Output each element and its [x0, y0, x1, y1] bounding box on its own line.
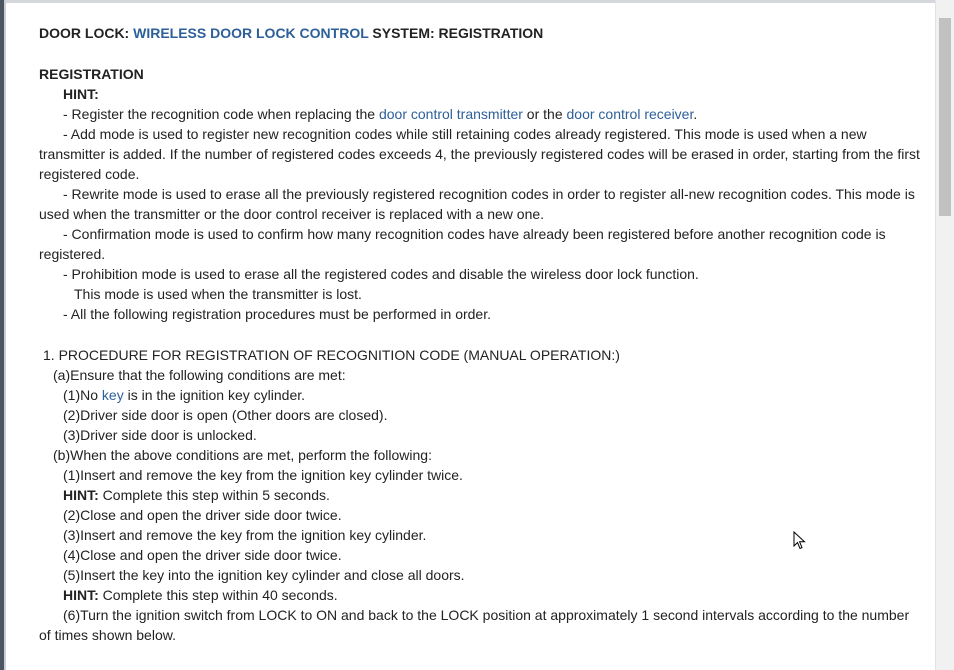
step-a: (a)Ensure that the following conditions are met:: [53, 367, 346, 383]
hint-item-5-cont: This mode is used when the transmitter is lost.: [74, 286, 362, 302]
step-b5: (5)Insert the key into the ignition key cylinder and close all doors.: [63, 567, 465, 583]
step-b4: (4)Close and open the driver side door twice.: [63, 547, 342, 563]
procedure-title: 1. PROCEDURE FOR REGISTRATION OF RECOGNITION CODE (MANUAL OPERATION:): [43, 347, 620, 363]
vertical-scrollbar[interactable]: [935, 0, 954, 670]
step-b1: (1)Insert and remove the key from the ignition key cylinder twice.: [63, 467, 463, 483]
mouse-cursor-icon: [793, 531, 807, 551]
window-left-border-inner: [4, 0, 6, 670]
door-control-transmitter-link[interactable]: door control transmitter: [378, 106, 523, 122]
step-b3: (3)Insert and remove the key from the ignition key cylinder.: [63, 527, 427, 543]
step-a1: (1)No key is in the ignition key cylinder.: [63, 387, 306, 403]
door-control-receiver-link[interactable]: door control receiver: [566, 106, 694, 122]
section-title: REGISTRATION: [39, 66, 144, 82]
document-body: [39, 22, 924, 645]
window-top-border: [6, 0, 936, 3]
hint-item-5: - Prohibition mode is used to erase all the registered codes and disable the wireless door lock function.: [63, 266, 699, 282]
title-suffix: SYSTEM: REGISTRATION: [368, 25, 544, 41]
hint-item-2: - Add mode is used to register new recognition codes while still retaining codes already registered. This mode is used when a new transmitter is added. If the number of registered codes exceeds 4, the previously registered codes will be erased in order, starting from the first registered code.: [39, 126, 920, 182]
hint-item-1: - Register the recognition code when replacing the door control transmitter or the door control receiver.: [63, 106, 698, 122]
hint-item-3: - Rewrite mode is used to erase all the previously registered recognition codes in order to register all-new recognition codes. This mode is used when the transmitter or the door control receiver is replaced with a new one.: [39, 186, 915, 222]
step-a2: (2)Driver side door is open (Other doors are closed).: [63, 407, 388, 423]
scrollbar-thumb[interactable]: [939, 18, 951, 216]
page-title: [39, 23, 924, 43]
step-b5-hint: HINT: Complete this step within 40 seconds.: [63, 587, 338, 603]
hint-label: HINT:: [63, 86, 99, 102]
step-b1-hint: HINT: Complete this step within 5 seconds.: [63, 487, 330, 503]
hint-item-6: - All the following registration procedures must be performed in order.: [63, 306, 491, 322]
step-b: (b)When the above conditions are met, perform the following:: [53, 447, 432, 463]
key-link[interactable]: key: [101, 387, 124, 403]
hint-item-4: - Confirmation mode is used to confirm how many recognition codes have already been registered before another recognition code is registered.: [39, 226, 886, 262]
title-prefix: DOOR LOCK:: [39, 25, 134, 41]
system-link[interactable]: WIRELESS DOOR LOCK CONTROL: [133, 25, 369, 41]
step-a3: (3)Driver side door is unlocked.: [63, 427, 257, 443]
step-b2: (2)Close and open the driver side door twice.: [63, 507, 342, 523]
step-b6: (6)Turn the ignition switch from LOCK to ON and back to the LOCK position at approximately 1 second intervals according to the number of times shown below.: [39, 607, 910, 643]
